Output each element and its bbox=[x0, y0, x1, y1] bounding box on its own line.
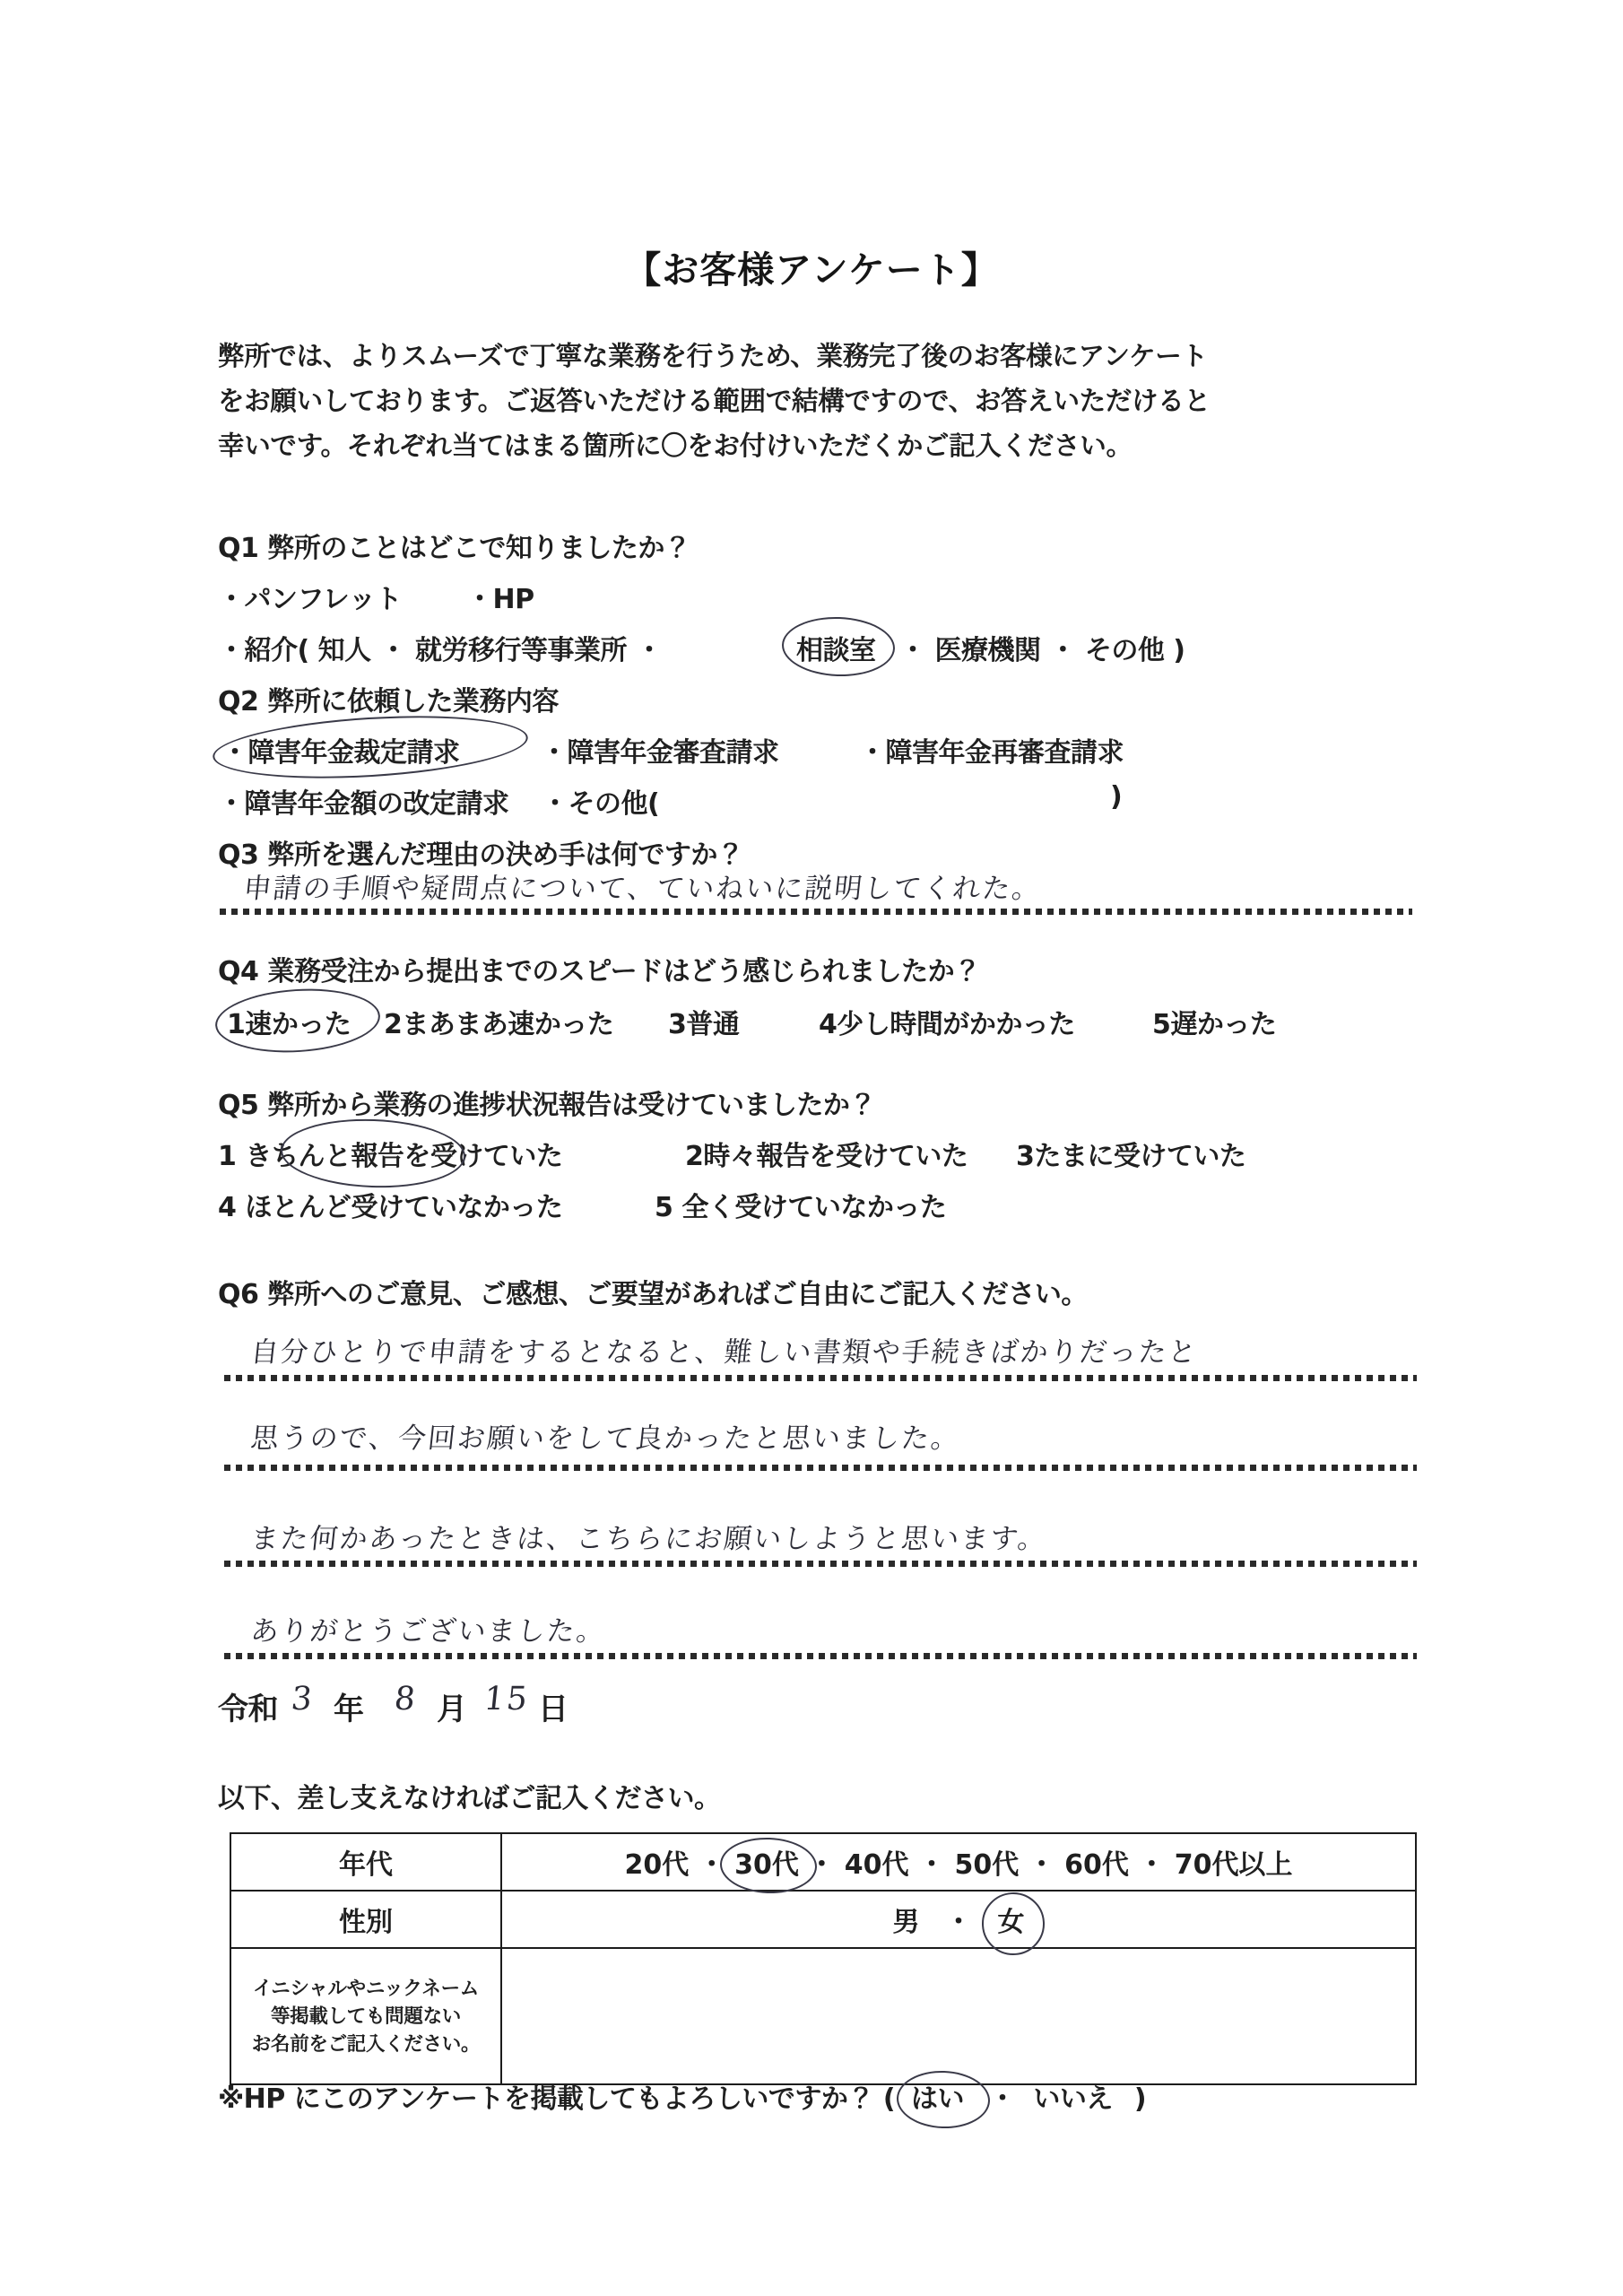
q3-heading: Q3 弊所を選んだ理由の決め手は何ですか？ bbox=[218, 839, 744, 871]
age-sep-4: ・ bbox=[1028, 1849, 1055, 1881]
q5-option-3[interactable]: 3たまに受けていた bbox=[1016, 1141, 1246, 1172]
name-label-line-1: イニシャルやニックネーム bbox=[252, 1977, 480, 2000]
q1-referral-prefix: ・紹介( 知人 ・ 就労移行等事業所 ・ bbox=[218, 635, 663, 666]
date-era: 令和 bbox=[218, 1692, 278, 1727]
q5-option-5[interactable]: 5 全く受けていなかった bbox=[655, 1192, 947, 1223]
hp-note-suffix: ) bbox=[1133, 2083, 1147, 2115]
row-label-gender: 性別 bbox=[230, 1891, 501, 1948]
q2-option-review-claim[interactable]: ・障害年金審査請求 bbox=[541, 737, 779, 769]
q6-answer-line-4[interactable]: ありがとうございました。 bbox=[248, 1615, 608, 1648]
q1-option-pamphlet[interactable]: ・パンフレット bbox=[218, 584, 402, 615]
q2-heading: Q2 弊所に依頼した業務内容 bbox=[218, 686, 559, 718]
q6-answer-rule-2 bbox=[224, 1465, 1417, 1471]
q2-option-other[interactable]: ・その他( bbox=[542, 788, 660, 820]
row-value-age[interactable] bbox=[501, 1833, 1416, 1891]
hp-note-option-yes[interactable]: はい bbox=[911, 2083, 965, 2115]
q3-answer-text[interactable]: 申請の手順や疑問点について、ていねいに説明してくれた。 bbox=[241, 873, 1044, 905]
date-year-unit: 年 bbox=[334, 1692, 364, 1727]
profile-table bbox=[230, 1832, 1417, 2085]
q2-option-amount-revision[interactable]: ・障害年金額の改定請求 bbox=[218, 788, 509, 820]
date-month-unit: 月 bbox=[437, 1692, 467, 1727]
q1-heading: Q1 弊所のことはどこで知りましたか？ bbox=[218, 533, 691, 564]
q6-answer-line-2[interactable]: 思うので、今回お願いをして良かったと思いました。 bbox=[248, 1422, 962, 1455]
q3-answer-rule bbox=[220, 909, 1412, 915]
date-month-value[interactable]: 8 bbox=[392, 1681, 420, 1718]
q2-option-other-close: ) bbox=[1110, 781, 1123, 813]
q6-answer-rule-4 bbox=[224, 1653, 1417, 1659]
age-option-40s[interactable]: 40代 bbox=[844, 1849, 909, 1881]
q5-option-4[interactable]: 4 ほとんど受けていなかった bbox=[218, 1192, 563, 1223]
q6-answer-rule-1 bbox=[224, 1375, 1417, 1381]
date-year-value[interactable]: 3 bbox=[289, 1681, 317, 1718]
age-sep-2: ・ bbox=[808, 1849, 836, 1881]
q6-answer-line-1[interactable]: 自分ひとりで申請をするとなると、難しい書類や手続きばかりだったと bbox=[248, 1336, 1200, 1369]
q4-option-3[interactable]: 3普通 bbox=[668, 1009, 740, 1040]
name-label-line-3: お名前をご記入ください。 bbox=[251, 2032, 481, 2056]
q5-heading: Q5 弊所から業務の進捗状況報告は受けていましたか？ bbox=[218, 1090, 876, 1121]
q4-heading: Q4 業務受注から提出までのスピードはどう感じられましたか？ bbox=[218, 956, 981, 987]
q5-option-2[interactable]: 2時々報告を受けていた bbox=[685, 1141, 968, 1172]
gender-option-male[interactable]: 男 bbox=[892, 1907, 920, 1938]
profile-note: 以下、差し支えなければご記入ください。 bbox=[218, 1783, 721, 1814]
q6-heading: Q6 弊所へのご意見、ご感想、ご要望があればご自由にご記入ください。 bbox=[218, 1279, 1088, 1310]
q4-option-5[interactable]: 5遅かった bbox=[1152, 1009, 1277, 1040]
q2-option-rereview-claim[interactable]: ・障害年金再審査請求 bbox=[859, 737, 1124, 769]
age-sep-5: ・ bbox=[1138, 1849, 1166, 1881]
page-title: 【お客様アンケート】 bbox=[624, 248, 999, 291]
name-label-line-2: 等掲載しても問題ない bbox=[270, 2005, 461, 2028]
hp-note-prefix: ※HP にこのアンケートを掲載してもよろしいですか？ ( bbox=[218, 2083, 896, 2115]
age-option-50s[interactable]: 50代 bbox=[954, 1849, 1020, 1881]
table-row-gender bbox=[230, 1891, 1416, 1948]
q5-option-1[interactable]: 1 きちんと報告を受けていた bbox=[218, 1141, 563, 1172]
q6-answer-line-3[interactable]: また何かあったときは、こちらにお願いしようと思います。 bbox=[248, 1523, 1049, 1555]
q1-option-hp[interactable]: ・HP bbox=[466, 584, 534, 615]
row-value-gender[interactable] bbox=[501, 1891, 1416, 1948]
age-option-20s[interactable]: 20代 bbox=[624, 1849, 690, 1881]
q4-option-2[interactable]: 2まあまあ速かった bbox=[384, 1009, 614, 1040]
q1-option-consultation-room[interactable]: 相談室 bbox=[796, 635, 876, 666]
q6-answer-rule-3 bbox=[224, 1561, 1417, 1567]
date-day-unit: 日 bbox=[538, 1692, 568, 1727]
hp-note-sep: ・ bbox=[988, 2083, 1016, 2115]
table-row-name bbox=[230, 1948, 1416, 2084]
date-day-value[interactable]: 15 bbox=[482, 1681, 531, 1718]
q4-option-4[interactable]: 4少し時間がかかった bbox=[819, 1009, 1075, 1040]
hp-note-option-no[interactable]: いいえ bbox=[1033, 2083, 1113, 2115]
age-sep-3: ・ bbox=[918, 1849, 945, 1881]
intro-paragraph bbox=[218, 334, 1410, 468]
intro-line-1: 弊所では、よりスムーズで丁寧な業務を行うため、業務完了後のお客様にアンケート bbox=[218, 341, 1208, 371]
age-sep-1: ・ bbox=[698, 1849, 725, 1881]
intro-line-3: 幸いです。それぞれ当てはまる箇所に〇をお付けいただくかご記入ください。 bbox=[218, 430, 1133, 461]
age-option-60s[interactable]: 60代 bbox=[1064, 1849, 1129, 1881]
row-label-age: 年代 bbox=[230, 1833, 501, 1891]
name-input-cell[interactable] bbox=[501, 1948, 1416, 2084]
q2-option-initial-claim[interactable]: ・障害年金裁定請求 bbox=[221, 737, 460, 769]
row-label-name bbox=[230, 1948, 501, 2084]
table-row-age bbox=[230, 1833, 1416, 1891]
age-option-30s[interactable]: 30代 bbox=[734, 1849, 799, 1881]
intro-line-2: をお願いしております。ご返答いただける範囲で結構ですので、お答えいただけると bbox=[218, 386, 1211, 416]
hp-publication-note bbox=[218, 2076, 1146, 2116]
age-option-70s-plus[interactable]: 70代以上 bbox=[1174, 1849, 1293, 1881]
gender-option-female[interactable]: 女 bbox=[997, 1907, 1025, 1938]
q1-referral-suffix: ・ 医療機関 ・ その他 ) bbox=[899, 635, 1185, 666]
q4-option-1[interactable]: 1速かった bbox=[227, 1009, 352, 1040]
gender-sep: ・ bbox=[945, 1907, 972, 1938]
